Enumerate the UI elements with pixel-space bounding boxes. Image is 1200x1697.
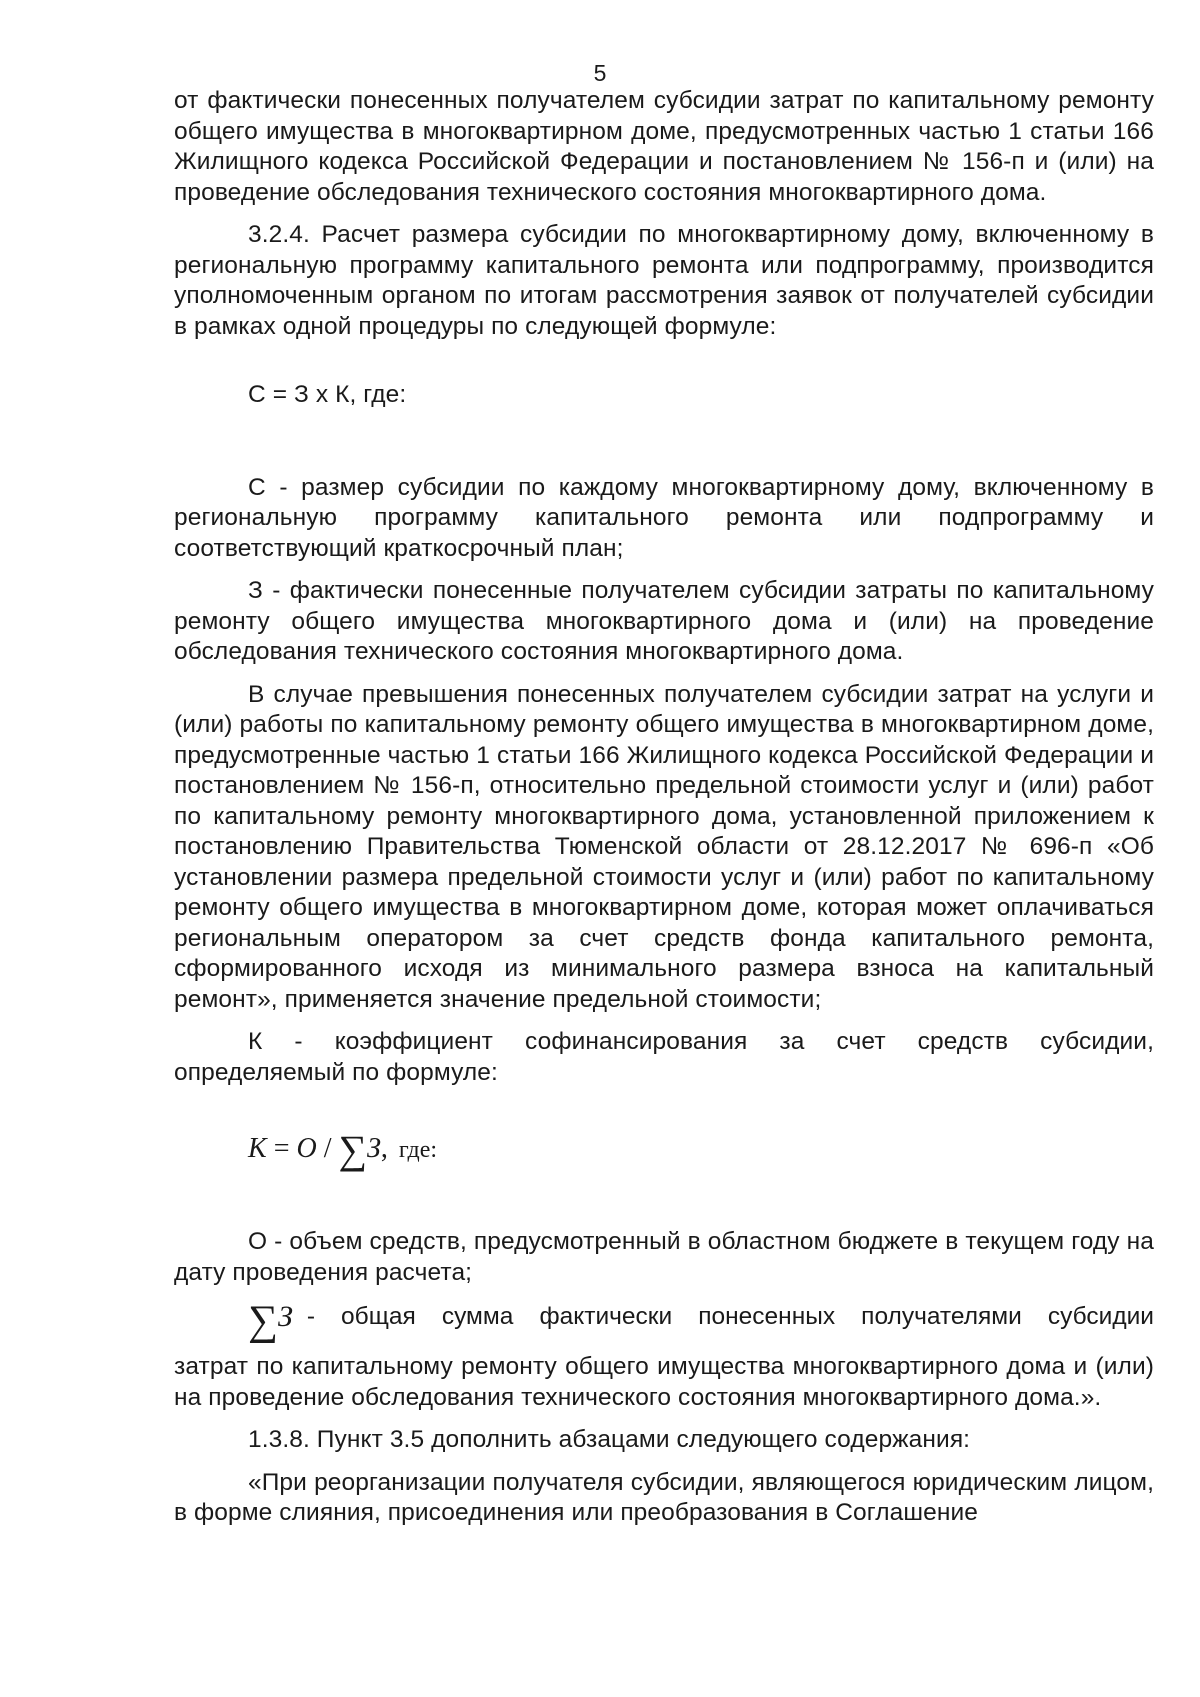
sigma-symbol: ∑ [248, 1298, 278, 1344]
page-number: 5 [593, 60, 607, 86]
formula-where: где: [398, 1137, 438, 1163]
paragraph-excess: В случае превышения понесенных получателем субсидии затрат на услуги и (или) работы по капитальному ремонту общего имущества в многоквартирном доме, предусмотренные частью 1 статьи 166 Жилищного кодекса Российской Федерации и постановлением № 156-п, относительно предельной стоимости услуг и (или) работ по капитальному ремонту многоквартирного дома, установленной приложением к постановлению Правительства Тюменской области от 28.12.2017 № 696-п «Об установлении размера предельной стоимости услуг и (или) работ по капитальному ремонту общего имущества в многоквартирном доме, которая может оплачиваться региональным оператором за счет средств фонда капитального ремонта, сформированного исходя из минимального размера взноса на капитальный ремонт», применяется значение предельной стоимости; [174, 680, 1154, 1013]
sum-variable: З [277, 1300, 293, 1333]
formula-eq: = [266, 1133, 297, 1164]
formula-subsidy: С = З х К, где: [248, 381, 407, 408]
paragraph-def-k: К - коэффициент софинансирования за счет средств субсидии, определяемый по формуле: [174, 1028, 1154, 1086]
sum-symbol [248, 1298, 293, 1344]
paragraph-def-sum-continuation: затрат по капитальному ремонту общего имущества многоквартирного дома и (или) на проведение обследования технического состояния многоквартирного дома.». [174, 1353, 1154, 1411]
formula-slash: / [316, 1133, 339, 1164]
paragraph-def-sum [248, 1298, 1154, 1344]
sigma-symbol: ∑ [338, 1127, 368, 1172]
formula-coefficient [248, 1127, 1154, 1172]
paragraph-3-2-4: 3.2.4. Расчет размера субсидии по многоквартирному дому, включенному в региональную программу капитального ремонта или подпрограмму, производится уполномоченным органом по итогам рассмотрения заявок от получателей субсидии в рамках одной процедуры по следующей формуле: [174, 221, 1154, 340]
formula-z: З [367, 1133, 381, 1164]
paragraph-def-z: З - фактически понесенные получателем субсидии затраты по капитальному ремонту общего имущества многоквартирного дома и (или) на проведение обследования технического состояния многоквартирного дома. [174, 577, 1154, 665]
formula-comma: , [380, 1133, 388, 1164]
formula-o: O [296, 1133, 317, 1164]
formula-k: K [248, 1133, 267, 1164]
paragraph-continuation: от фактически понесенных получателем субсидии затрат по капитальному ремонту общего имущества в многоквартирном доме, предусмотренных частью 1 статьи 166 Жилищного кодекса Российской Федерации и постановлением № 156-п и (или) на проведение обследования технического состояния многоквартирного дома. [174, 87, 1154, 206]
paragraph-reorganization: «При реорганизации получателя субсидии, являющегося юридическим лицом, в форме слияния, присоединения или преобразования в Соглашение [174, 1468, 1154, 1526]
document-body [174, 86, 1154, 1541]
sum-definition-text: - общая сумма фактически понесенных получателями субсидии [306, 1303, 1154, 1330]
paragraph-1-3-8: 1.3.8. Пункт 3.5 дополнить абзацами следующего содержания: [248, 1426, 971, 1453]
paragraph-def-o: О - объем средств, предусмотренный в областном бюджете в текущем году на дату проведения расчета; [174, 1228, 1154, 1286]
paragraph-def-c: С - размер субсидии по каждому многоквартирному дому, включенному в региональную программу капитального ремонта или подпрограмму и соответствующий краткосрочный план; [174, 473, 1154, 562]
